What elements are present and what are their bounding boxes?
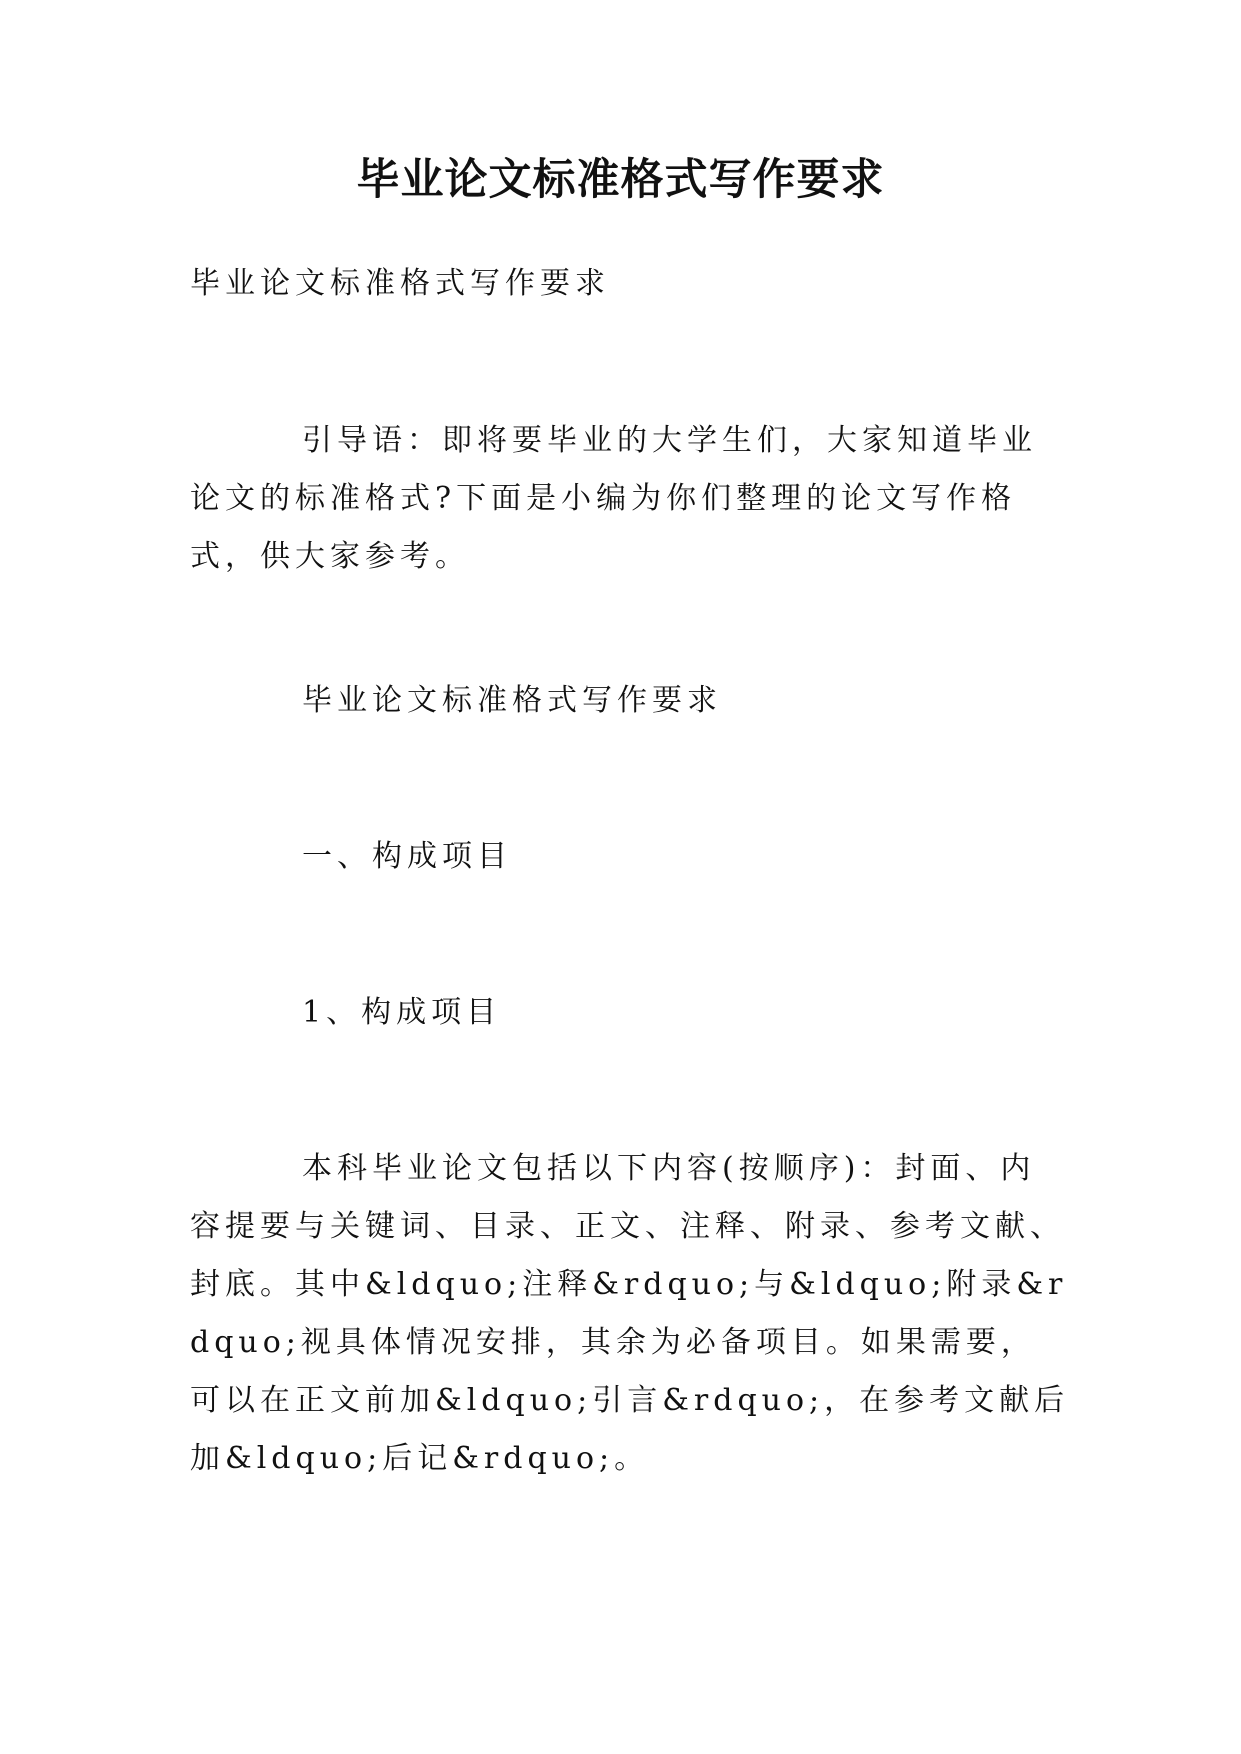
content-paragraph: 本科毕业论文包括以下内容(按顺序)：封面、内容提要与关键词、目录、正文、注释、附录、参考文献、封底。其中&ldquo;注释&rdquo;与&ldquo;附录&rdquo;视具体情况安排，其余为必备项目。如果需要，可以在正文前加&ldquo;引言&rdquo;，在参考文献后加&ldquo;后记&rdquo;。 xyxy=(190,1151,1070,1476)
subtitle-paragraph: 毕业论文标准格式写作要求 xyxy=(190,266,610,301)
document-title: 毕业论文标准格式写作要求 xyxy=(356,155,885,205)
section-one-heading: 一、构成项目 xyxy=(302,839,512,874)
subsection-one-heading: 1、构成项目 xyxy=(302,995,502,1030)
section-heading-paragraph: 毕业论文标准格式写作要求 xyxy=(302,683,722,718)
intro-paragraph: 引导语：即将要毕业的大学生们，大家知道毕业论文的标准格式?下面是小编为你们整理的论文写作格式，供大家参考。 xyxy=(190,423,1037,574)
